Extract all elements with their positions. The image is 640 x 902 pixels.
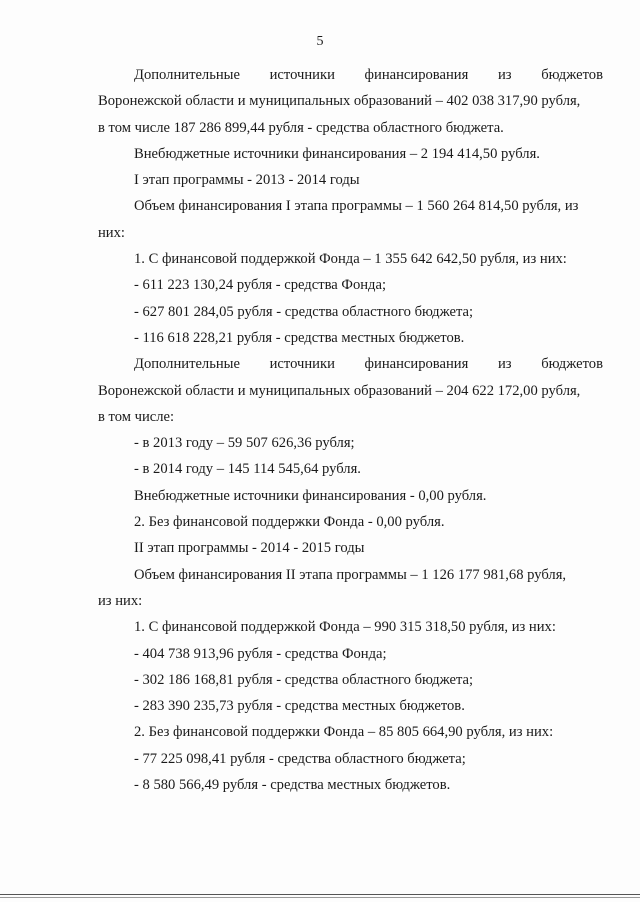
line-word: из — [497, 356, 512, 373]
line-word: бюджетов — [541, 67, 603, 83]
line-word: Дополнительные — [134, 67, 240, 83]
line-word: источники — [269, 67, 335, 83]
text-line: - 8 580 566,49 рубля - средства местных бюджетов. — [134, 777, 451, 794]
page-number: 5 — [316, 34, 324, 49]
text-line: Внебюджетные источники финансирования - 0,00 рубля. — [134, 487, 487, 504]
line-word: из — [497, 67, 512, 83]
text-line: - 302 186 168,81 рубля - средства областного бюджета; — [134, 671, 474, 688]
line-word: источники — [269, 356, 335, 373]
text-line: Объем финансирования II этапа программы – 1 126 177 981,68 рубля, — [134, 566, 567, 583]
text-line: в том числе: — [98, 408, 175, 425]
text-line: Внебюджетные источники финансирования – 2 194 414,50 рубля. — [134, 145, 540, 162]
text-line: - 404 738 913,96 рубля - средства Фонда; — [134, 645, 387, 662]
text-line: II этап программы - 2014 - 2015 годы — [134, 540, 365, 557]
text-line: 1. С финансовой поддержкой Фонда – 1 355 642 642,50 рубля, из них: — [134, 251, 567, 268]
text-line: - 611 223 130,24 рубля - средства Фонда; — [134, 277, 387, 294]
text-line: - в 2013 году – 59 507 626,36 рубля; — [134, 435, 355, 452]
text-line: из них: — [98, 592, 143, 609]
text-line: Объем финансирования I этапа программы – 1 560 264 814,50 рубля, из — [134, 198, 579, 215]
text-line: 1. С финансовой поддержкой Фонда – 990 315 318,50 рубля, из них: — [134, 619, 556, 636]
text-line: Воронежской области и муниципальных образований – 204 622 172,00 рубля, — [98, 382, 581, 399]
text-line: - 116 618 228,21 рубля - средства местных бюджетов. — [134, 329, 465, 346]
justified-line — [134, 62, 603, 88]
text-line: - 627 801 284,05 рубля - средства областного бюджета; — [134, 303, 474, 320]
line-word: Дополнительные — [134, 356, 240, 373]
text-line: - 77 225 098,41 рубля - средства областного бюджета; — [134, 750, 466, 767]
bottom-rule — [0, 894, 640, 895]
text-line: Воронежской области и муниципальных образований – 402 038 317,90 рубля, — [98, 93, 581, 110]
text-line: - 283 390 235,73 рубля - средства местных бюджетов. — [134, 698, 465, 715]
document-body — [98, 62, 603, 798]
bottom-rule-secondary — [0, 897, 640, 898]
line-word: бюджетов — [541, 356, 603, 373]
text-line: I этап программы - 2013 - 2014 годы — [134, 172, 360, 189]
justified-line — [134, 351, 603, 377]
line-word: финансирования — [364, 67, 469, 83]
text-line: в том числе 187 286 899,44 рубля - средства областного бюджета. — [98, 119, 504, 136]
line-word: финансирования — [364, 356, 469, 373]
text-line: - в 2014 году – 145 114 545,64 рубля. — [134, 461, 361, 478]
text-line: 2. Без финансовой поддержки Фонда – 85 805 664,90 рубля, из них: — [134, 724, 554, 741]
text-line: 2. Без финансовой поддержки Фонда - 0,00 рубля. — [134, 514, 445, 531]
text-line: них: — [98, 224, 125, 241]
